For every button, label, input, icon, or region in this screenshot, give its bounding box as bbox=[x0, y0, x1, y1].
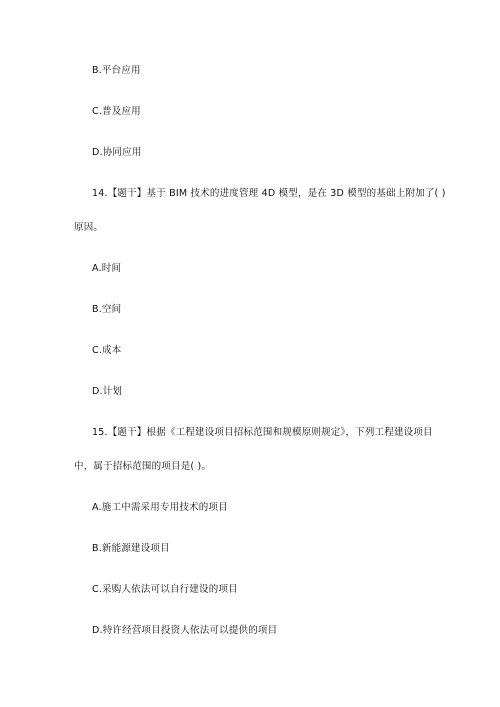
question-15-option-d: D.特许经营项目投资人依法可以提供的项目 bbox=[92, 625, 278, 636]
question-14-option-d: D.计划 bbox=[92, 386, 123, 397]
question-15-stem-line1: 15.【题干】根据《工程建设项目招标范围和规模原则规定》，下列工程建设项目 bbox=[92, 427, 433, 438]
question-15-option-c: C.采购人依法可以自行建设的项目 bbox=[92, 584, 238, 595]
option-d-prev: D.协同应用 bbox=[92, 147, 142, 158]
question-15-option-a: A.施工中需采用专用技术的项目 bbox=[92, 502, 228, 513]
question-14-stem-line1: 14.【题干】基于 BIM 技术的进度管理 4D 模型，是在 3D 模型的基础上附加了( ) bbox=[92, 188, 446, 199]
option-b-prev: B.平台应用 bbox=[92, 65, 141, 76]
question-15-option-b: B.新能源建设项目 bbox=[92, 543, 170, 554]
question-14-stem-line2: 原因。 bbox=[74, 222, 104, 233]
question-14-option-b: B.空间 bbox=[92, 304, 122, 315]
option-c-prev: C.普及应用 bbox=[92, 106, 141, 117]
question-14-option-c: C.成本 bbox=[92, 345, 122, 356]
question-15-stem-line2: 中，属于招标范围的项目是( )。 bbox=[74, 461, 212, 472]
question-14-option-a: A.时间 bbox=[92, 263, 122, 274]
